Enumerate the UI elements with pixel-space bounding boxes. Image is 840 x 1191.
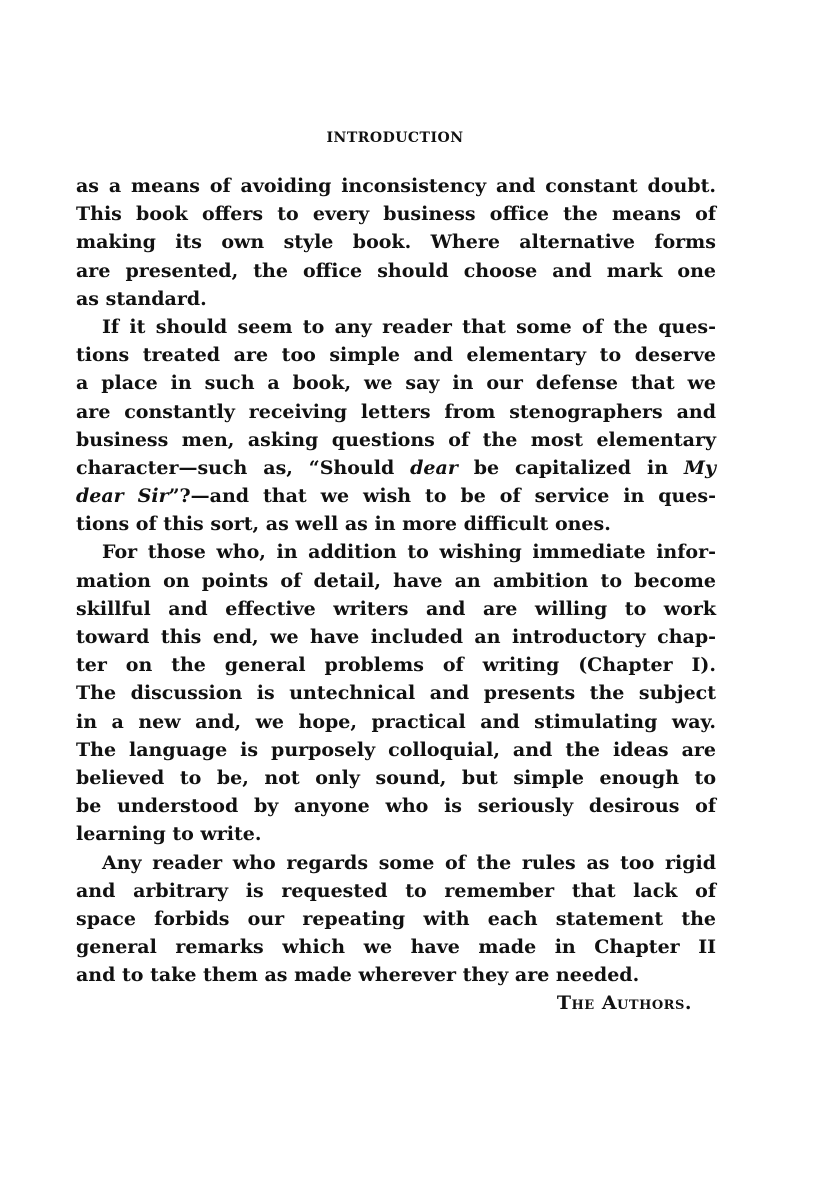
text-line: ter on the general problems of writing (Chapter I). <box>76 654 716 677</box>
text-line: The discussion is untechnical and presents the subject <box>76 682 716 705</box>
text-line: a place in such a book, we say in our defense that we <box>76 372 716 395</box>
text-line: skillful and effective writers and are willing to work <box>76 597 716 620</box>
text-line: are presented, the office should choose and mark one <box>76 259 716 282</box>
text-line: character—such as, “Should dear be capitalized in My <box>76 456 716 479</box>
text-line: general remarks which we have made in Chapter II <box>76 936 716 959</box>
text-line: in a new and, we hope, practical and stimulating way. <box>76 710 716 733</box>
text-line: as standard. <box>76 287 207 310</box>
signature: The Authors. <box>556 992 692 1015</box>
text-line: and arbitrary is requested to remember that lack of <box>76 879 716 902</box>
text-line: are constantly receiving letters from stenographers and <box>76 400 716 423</box>
text-line: business men, asking questions of the most elementary <box>76 428 716 451</box>
text-line: space forbids our repeating with each statement the <box>76 907 716 930</box>
text-line: learning to write. <box>76 823 262 846</box>
text-line: and to take them as made wherever they are needed. <box>76 964 640 987</box>
text-line: tions treated are too simple and elementary to deserve <box>76 344 716 367</box>
running-head: INTRODUCTION <box>326 130 464 146</box>
text-line: believed to be, not only sound, but simple enough to <box>76 766 716 789</box>
text-line: tions of this sort, as well as in more difficult ones. <box>76 513 611 536</box>
text-line: Any reader who regards some of the rules as too rigid <box>102 851 716 874</box>
text-line: toward this end, we have included an introductory chap- <box>76 626 716 648</box>
text-line: mation on points of detail, have an ambition to become <box>76 569 716 592</box>
body-text <box>76 172 716 1018</box>
text-line: If it should seem to any reader that some of the ques- <box>102 315 716 338</box>
text-line: The language is purposely colloquial, and the ideas are <box>76 738 716 761</box>
text-line: dear Sir”?—and that we wish to be of service in ques- <box>76 485 716 508</box>
text-line: as a means of avoiding inconsistency and constant doubt. <box>76 175 716 197</box>
text-line: For those who, in addition to wishing immediate infor- <box>102 541 716 564</box>
text-line: be understood by anyone who is seriously desirous of <box>76 795 716 818</box>
text-line: making its own style book. Where alternative forms <box>76 231 716 254</box>
text-line: This book offers to every business office the means of <box>76 203 716 226</box>
